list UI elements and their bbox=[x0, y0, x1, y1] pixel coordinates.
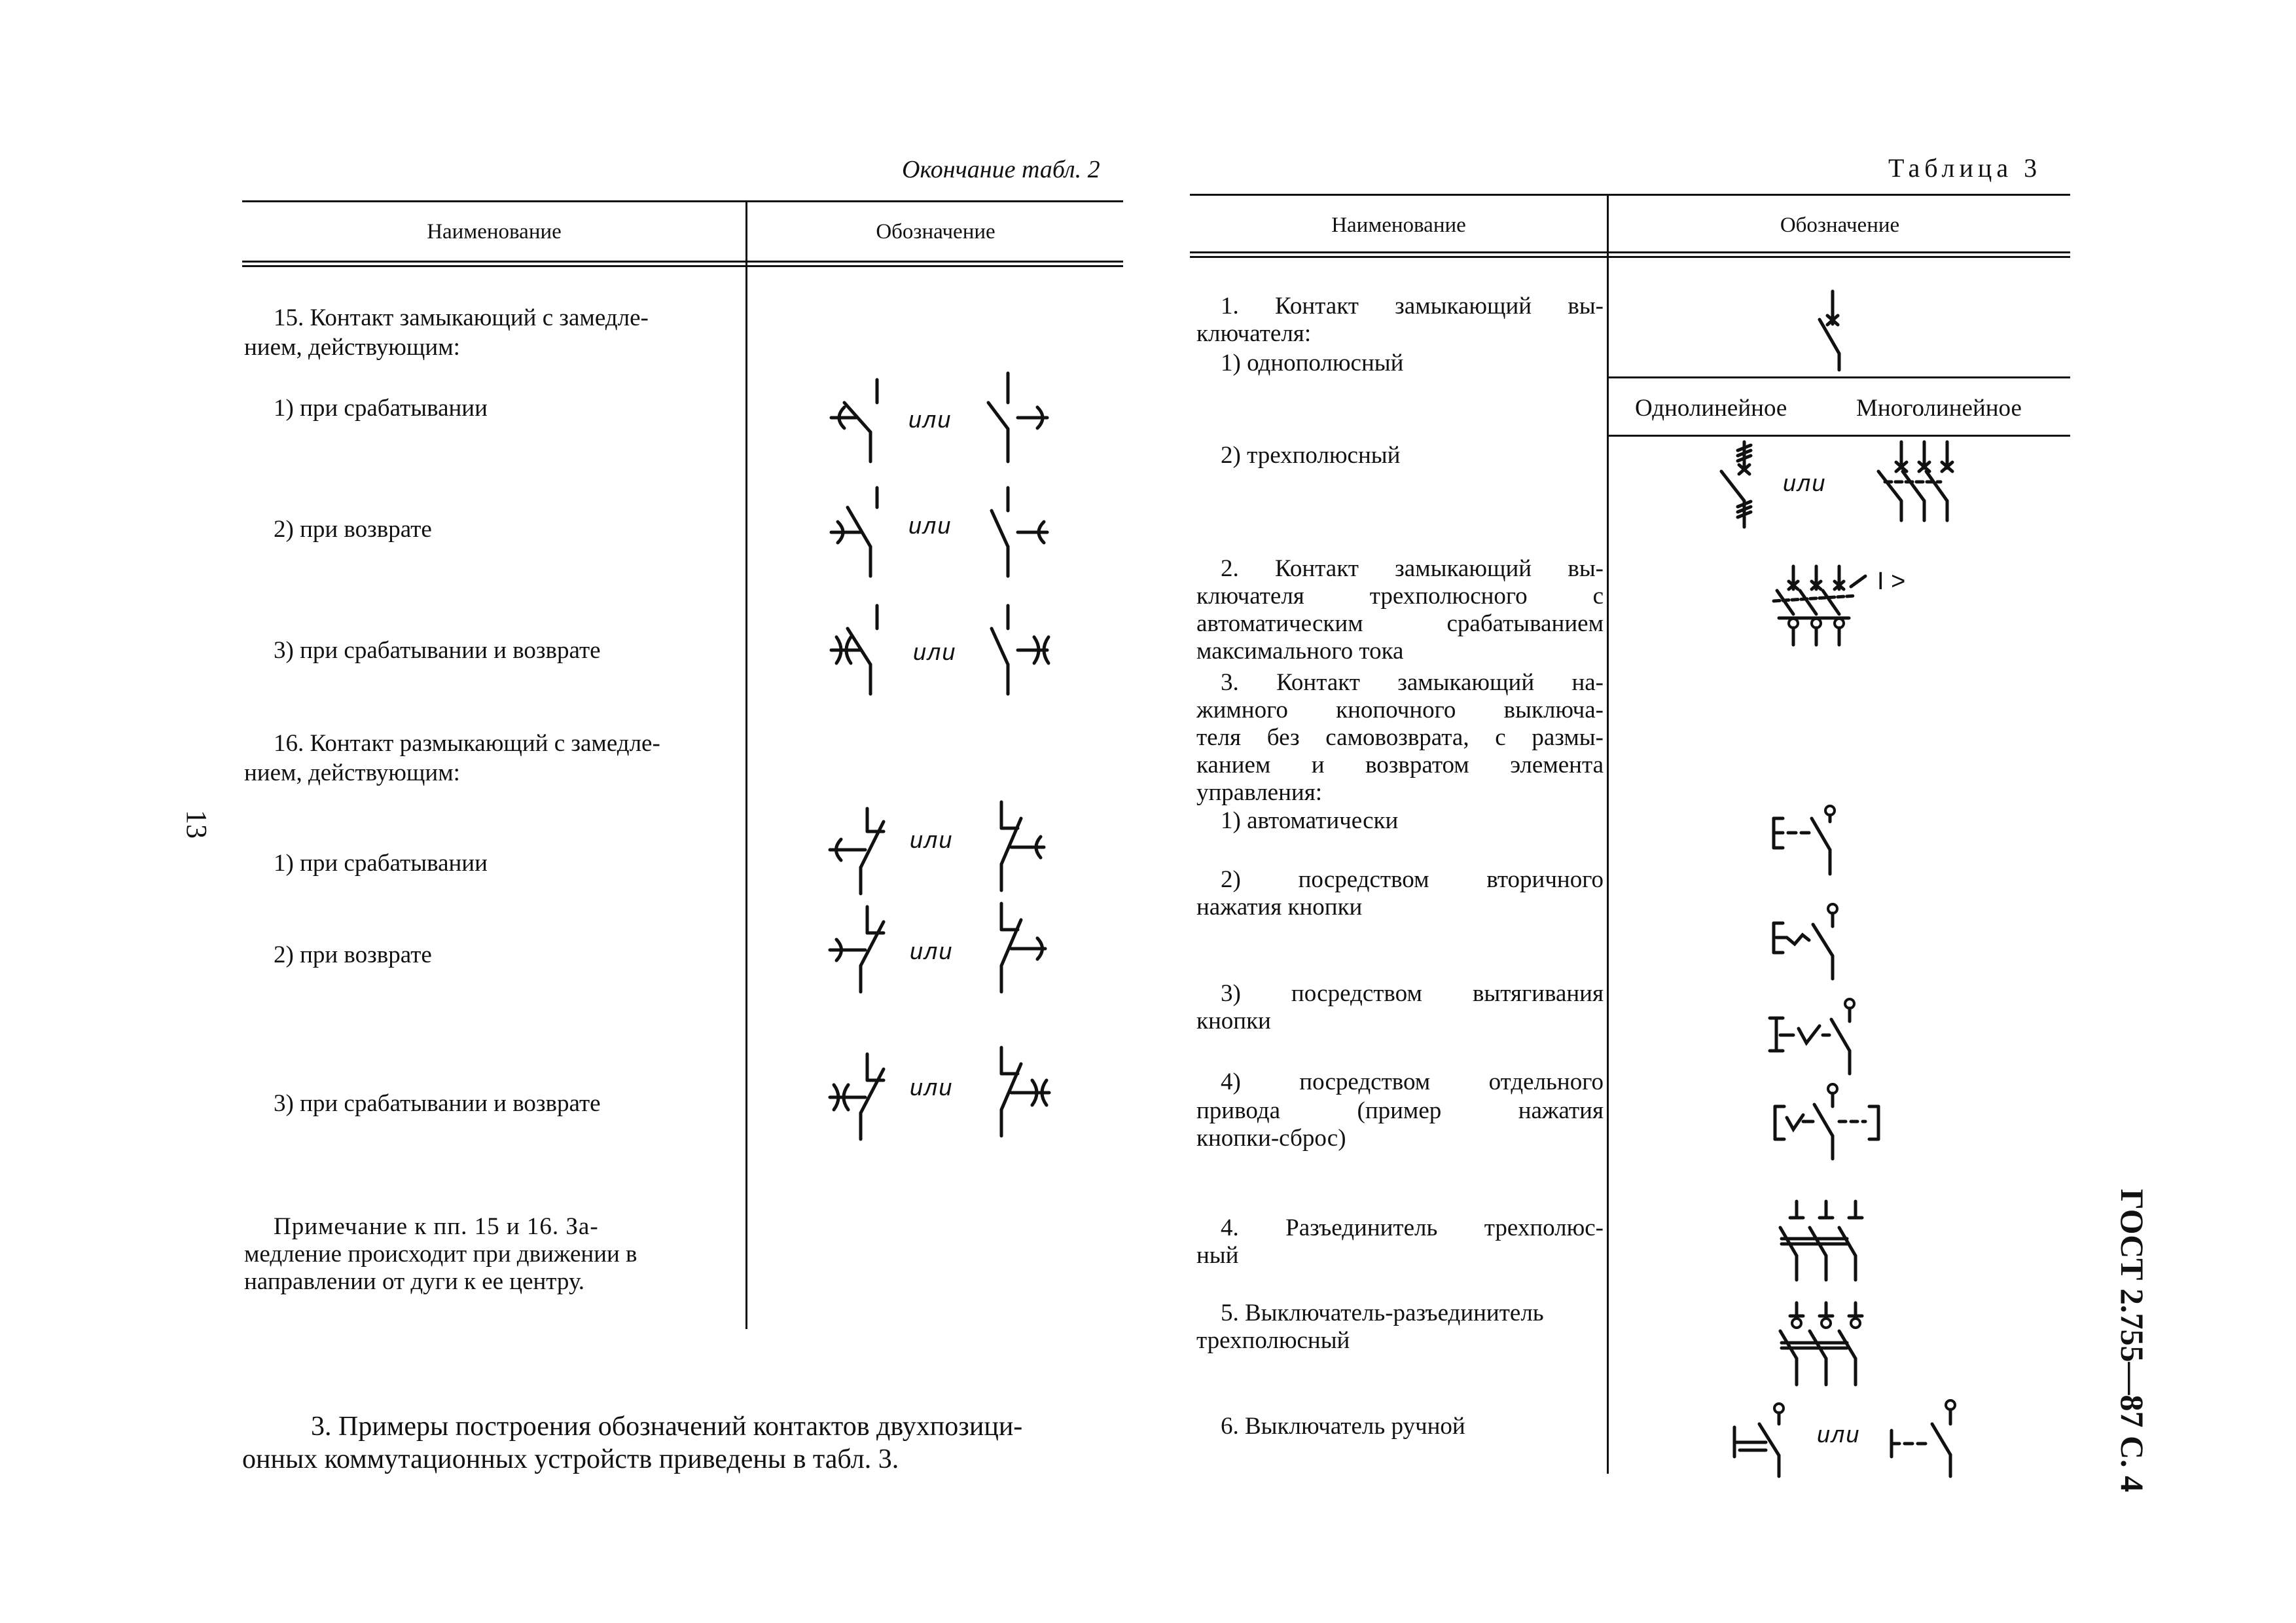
symbol-r6-manual-a bbox=[1728, 1398, 1800, 1480]
right-header-name: Наименование bbox=[1331, 213, 1466, 237]
r-item1-line1: 1. Контакт замыкающий вы- bbox=[1221, 293, 1604, 319]
left-column-divider bbox=[745, 200, 747, 1329]
item16-sub2: 2) при возврате bbox=[274, 941, 432, 968]
r-item6-line1: 6. Выключатель ручной bbox=[1221, 1413, 1465, 1440]
r2-overcurrent-label: I > bbox=[1877, 568, 1906, 595]
r-item3-sub2-line1: 2) посредством вторичного bbox=[1221, 866, 1604, 893]
r-item3-sub4-line2: привода (пример нажатия bbox=[1196, 1097, 1604, 1124]
r-item1-sub2: 2) трехполюсный bbox=[1221, 442, 1401, 469]
or-16-1: или bbox=[910, 826, 954, 853]
subheader-rule-bottom bbox=[1608, 435, 2070, 437]
or-15-2: или bbox=[908, 512, 952, 539]
right-header-rule-2 bbox=[1190, 256, 2070, 258]
item15-sub2: 2) при возврате bbox=[274, 516, 432, 543]
item16-title-line2: нием, действующим: bbox=[244, 759, 460, 786]
r-item3-sub3-line2: кнопки bbox=[1196, 1008, 1271, 1034]
paragraph-line2: онных коммутационных устройств приведены в табл. 3. bbox=[242, 1444, 899, 1474]
r-item4-line1: 4. Разъединитель трехполюс- bbox=[1221, 1214, 1604, 1241]
r-item3-line1: 3. Контакт замыкающий на- bbox=[1221, 669, 1604, 696]
item16-title-line1: 16. Контакт размыкающий с замедле- bbox=[274, 730, 660, 757]
or-16-3: или bbox=[910, 1074, 954, 1101]
subheader-single-line: Однолинейное bbox=[1635, 395, 1787, 422]
symbol-r3-1 bbox=[1767, 799, 1852, 877]
symbol-16-2-a bbox=[825, 903, 897, 995]
r-item3-sub4-line1: 4) посредством отдельного bbox=[1221, 1068, 1604, 1095]
symbol-r1-three-pole-multi bbox=[1869, 439, 1960, 524]
left-header-rule-2 bbox=[242, 265, 1123, 267]
subheader-rule-top bbox=[1608, 376, 2070, 378]
or-r6: или bbox=[1817, 1421, 1861, 1448]
paragraph-line1: 3. Примеры построения обозначений контактов двухпозици- bbox=[311, 1412, 1023, 1442]
item15-sub3: 3) при срабатывании и возврате bbox=[274, 637, 601, 664]
r-item2-line3: автоматическим срабатыванием bbox=[1196, 610, 1604, 637]
item16-sub1: 1) при срабатывании bbox=[274, 850, 488, 877]
r-item1-sub1: 1) однополюсный bbox=[1221, 350, 1404, 376]
left-header-rule-1 bbox=[242, 261, 1123, 263]
symbol-16-1-a bbox=[825, 805, 897, 897]
r-item1-line2: ключателя: bbox=[1196, 320, 1312, 347]
r-item3-sub4-line3: кнопки-сброс) bbox=[1196, 1125, 1346, 1152]
symbol-16-2-b bbox=[985, 900, 1057, 998]
symbol-r3-4 bbox=[1767, 1077, 1898, 1162]
continuation-label: Окончание табл. 2 bbox=[902, 156, 1100, 183]
symbol-r1-single-pole bbox=[1806, 288, 1859, 373]
symbol-15-1-b bbox=[982, 373, 1054, 465]
symbol-r5-switch-disconnector bbox=[1767, 1300, 1885, 1388]
r-item5-line1: 5. Выключатель-разъединитель bbox=[1221, 1300, 1544, 1326]
side-label: ГОСТ 2.755—87 С. 4 bbox=[2114, 1189, 2151, 1493]
symbol-15-3-a bbox=[825, 606, 897, 697]
symbol-r3-3 bbox=[1767, 992, 1865, 1077]
page-number: 13 bbox=[181, 810, 213, 839]
symbol-15-3-b bbox=[982, 606, 1054, 697]
item15-sub1: 1) при срабатывании bbox=[274, 395, 488, 422]
r-item3-sub3-line1: 3) посредством вытягивания bbox=[1221, 980, 1604, 1007]
r-item3-sub1: 1) автоматически bbox=[1221, 807, 1399, 834]
or-15-3: или bbox=[913, 638, 957, 665]
r-item3-line2: жимного кнопочного выключа- bbox=[1196, 697, 1604, 723]
r-item3-sub2-line2: нажатия кнопки bbox=[1196, 894, 1363, 921]
or-r1-2: или bbox=[1783, 469, 1827, 496]
r-item3-line5: управления: bbox=[1196, 779, 1322, 806]
note-line3: направлении от дуги к ее центру. bbox=[244, 1268, 584, 1295]
symbol-16-3-a bbox=[825, 1051, 897, 1142]
or-16-2: или bbox=[910, 938, 954, 964]
symbol-16-3-b bbox=[985, 1044, 1057, 1142]
r-item3-line3: теля без самовозврата, с размы- bbox=[1196, 724, 1604, 751]
note-line1: Примечание к пп. 15 и 16. За- bbox=[274, 1213, 599, 1240]
symbol-r3-2 bbox=[1767, 897, 1852, 982]
table-title: Таблица 3 bbox=[1888, 153, 2042, 183]
item15-title-line1: 15. Контакт замыкающий с замедле- bbox=[274, 304, 649, 331]
left-table-top-rule bbox=[242, 200, 1123, 202]
symbol-16-1-b bbox=[985, 799, 1057, 897]
left-header-name: Наименование bbox=[427, 220, 562, 244]
symbol-r2-overcurrent bbox=[1767, 563, 1937, 648]
symbol-r4-disconnector bbox=[1767, 1198, 1885, 1283]
symbol-15-2-b bbox=[982, 488, 1054, 579]
right-header-rule-1 bbox=[1190, 251, 2070, 253]
item16-sub3: 3) при срабатывании и возврате bbox=[274, 1090, 601, 1117]
r-item2-line1: 2. Контакт замыкающий вы- bbox=[1221, 555, 1604, 582]
item15-title-line2: нием, действующим: bbox=[244, 334, 460, 361]
r-item4-line2: ный bbox=[1196, 1242, 1239, 1269]
note-line2: медление происходит при движении в bbox=[244, 1241, 637, 1267]
right-table-top-rule bbox=[1190, 194, 2070, 196]
r-item2-line2: ключателя трехполюсного с bbox=[1196, 583, 1604, 610]
r-item5-line2: трехполюсный bbox=[1196, 1327, 1350, 1354]
symbol-15-2-a bbox=[825, 488, 897, 579]
symbol-r1-three-pole-single bbox=[1712, 439, 1770, 530]
right-header-symbol: Обозначение bbox=[1780, 213, 1900, 237]
left-header-symbol: Обозначение bbox=[876, 220, 996, 244]
right-column-divider bbox=[1607, 194, 1609, 1474]
symbol-15-1-a bbox=[825, 373, 897, 465]
symbol-r6-manual-b bbox=[1885, 1395, 1964, 1480]
subheader-multi-line: Многолинейное bbox=[1856, 395, 2022, 422]
or-15-1: или bbox=[908, 406, 952, 433]
r-item3-line4: канием и возвратом элемента bbox=[1196, 752, 1604, 778]
r-item2-line4: максимального тока bbox=[1196, 638, 1404, 665]
